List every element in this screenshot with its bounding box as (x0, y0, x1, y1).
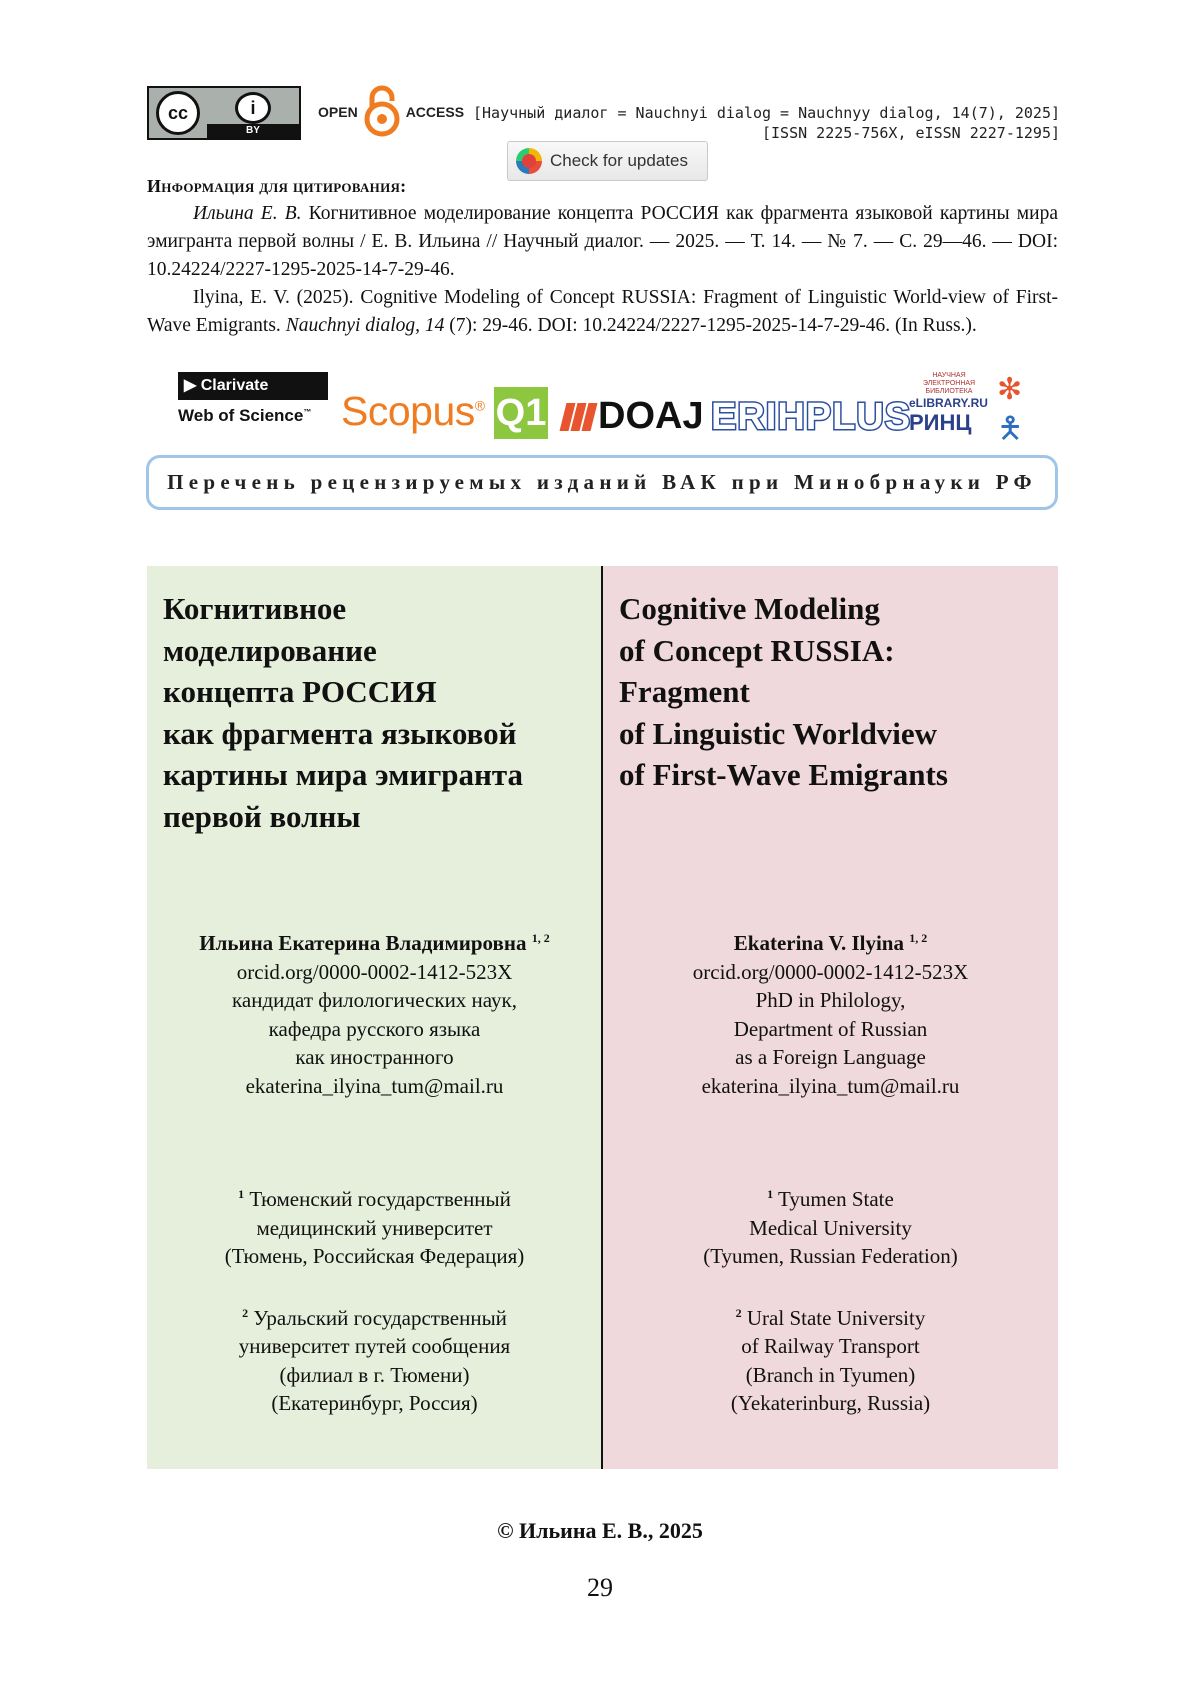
q1-badge[interactable]: Q1 (494, 387, 548, 439)
open-access-logo[interactable] (318, 86, 465, 138)
check-for-updates-button[interactable] (507, 141, 708, 181)
citation-en (147, 284, 1058, 340)
article-title-ru (163, 588, 593, 837)
author-department: Department of Russian (733, 1016, 928, 1041)
crossmark-icon (516, 148, 542, 174)
author-department: кафедра русского языка (268, 1016, 481, 1041)
author-degree: кандидат филологических наук, (232, 988, 517, 1012)
asterisk-icon: ✻ (997, 372, 1023, 407)
doaj-logo[interactable] (563, 395, 704, 438)
title-line: концепта РОССИЯ (163, 674, 437, 709)
rinc-label: РИНЦ (909, 410, 972, 435)
author-email[interactable]: ekaterina_ilyina_tum@mail.ru (701, 1073, 960, 1098)
russian-column (147, 566, 602, 1469)
clarivate-label: ▶ Clarivate (178, 372, 328, 400)
cc-icon: cc (156, 91, 200, 135)
title-line: картины мира эмигранта (163, 757, 523, 792)
author-info-ru (147, 924, 602, 1100)
title-line: Cognitive Modeling (619, 591, 880, 626)
english-column (603, 566, 1058, 1469)
elibrary-rinc-logo[interactable] (909, 372, 1027, 444)
affiliations-ru (147, 1180, 602, 1418)
title-line: как фрагмента языковой (163, 715, 517, 751)
check-for-updates-label: Check for updates (550, 151, 688, 170)
citation-ru (147, 200, 1058, 284)
person-icon: 🯅 (997, 411, 1024, 446)
author-info-en (603, 924, 1058, 1100)
title-line: of Concept RUSSIA: (619, 632, 895, 668)
title-line: первой волны (163, 798, 361, 834)
title-line: of First-Wave Emigrants (619, 757, 948, 792)
elibrary-small-text: НАУЧНАЯ ЭЛЕКТРОННАЯ БИБЛИОТЕКА (922, 372, 976, 395)
doaj-bars-icon (563, 403, 594, 431)
journal-line: [Научный диалог = Nauchnyi dialog = Nauchnyy dialog, 14(7), 2025] (473, 104, 1060, 122)
author-name: Ильина Екатерина Владимировна (199, 931, 527, 955)
author-department-cont: как иностранного (295, 1045, 454, 1069)
by-label: BY (207, 124, 299, 138)
affiliation-1: $^1$ Tyumen State Medical University (Tyumen, Russian Federation) (703, 1187, 958, 1268)
citation-heading: Информация для цитирования: (147, 176, 407, 196)
title-line: of Linguistic Worldview (619, 715, 938, 751)
title-line: Fragment (619, 674, 750, 709)
page-number: 29 (587, 1573, 613, 1602)
author-department-cont: as a Foreign Language (735, 1045, 926, 1069)
vak-list-banner[interactable]: Перечень рецензируемых изданий ВАК при Минобрнауки РФ (146, 455, 1058, 510)
author-degree: PhD in Philology, (755, 988, 906, 1012)
citation-ru-text: Когнитивное моделирование концепта РОССИЯ как фрагмента языковой картины мира эмигранта первой волны / Е. В. Ильина // Научный диалог. — 2025. — Т. 14. — № 7. — С. 29—46. — DOI: 10.24224/2227-1295-2025-14-7-29-46. (147, 203, 1058, 280)
author-email[interactable]: ekaterina_ilyina_tum@mail.ru (245, 1073, 504, 1098)
author-affiliation-marks: 1, 2 (909, 931, 928, 945)
open-lock-icon (362, 85, 402, 140)
orcid-link[interactable]: orcid.org/0000-0002-1412-523X (692, 959, 969, 984)
scopus-logo[interactable]: Scopus® (341, 388, 485, 434)
web-of-science-logo[interactable] (178, 372, 328, 432)
article-title-en (619, 588, 1049, 796)
citation-en-text-1: Ilyina, E. V. (2025). Cognitive Modeling of Concept RUSSIA: Fragment of Linguistic World-view of First-Wave Emigrants. (147, 287, 1058, 336)
citation-en-journal: Nauchnyi dialog, 14 (285, 315, 445, 336)
title-line: моделирование (163, 632, 377, 668)
affiliations-en (603, 1180, 1058, 1418)
issn-line: [ISSN 2225-756X, eISSN 2227-1295] (761, 124, 1060, 142)
cc-by-license-badge[interactable] (147, 86, 301, 140)
access-label: ACCESS (405, 104, 465, 120)
orcid-link[interactable]: orcid.org/0000-0002-1412-523X (236, 959, 513, 984)
person-icon: i (235, 92, 271, 124)
citation-block (147, 200, 1058, 340)
title-line: Когнитивное (163, 591, 347, 626)
copyright-line: © Ильина Е. В., 2025 (497, 1518, 703, 1543)
citation-en-text-2: (7): 29-46. DOI: 10.24224/2227-1295-2025-14-7-29-46. (In Russ.). (444, 315, 977, 336)
affiliation-2: $^2$ Ural State University of Railway Transport (Branch in Tyumen) (Yekaterinburg, Russia) (730, 1305, 931, 1415)
open-label: OPEN (318, 104, 358, 120)
citation-ru-author: Ильина Е. В. (193, 203, 302, 224)
affiliation-2: $^2$ Уральский государственный университет путей сообщения (филиал в г. Тюмени) (Екатеринбург, Россия) (238, 1305, 511, 1415)
journal-reference (473, 103, 1060, 143)
author-name: Ekaterina V. Ilyina (733, 931, 904, 955)
doaj-label: DOAJ (598, 395, 704, 437)
wos-label: Web of Science™ (178, 406, 312, 425)
elibrary-label: eLIBRARY.RU (909, 396, 988, 410)
erihplus-logo[interactable]: ERIHPLUS (711, 396, 912, 438)
affiliation-1: $^1$ Тюменский государственный медицинский университет (Тюмень, Российская Федерация) (224, 1187, 525, 1268)
author-affiliation-marks: 1, 2 (531, 931, 550, 945)
